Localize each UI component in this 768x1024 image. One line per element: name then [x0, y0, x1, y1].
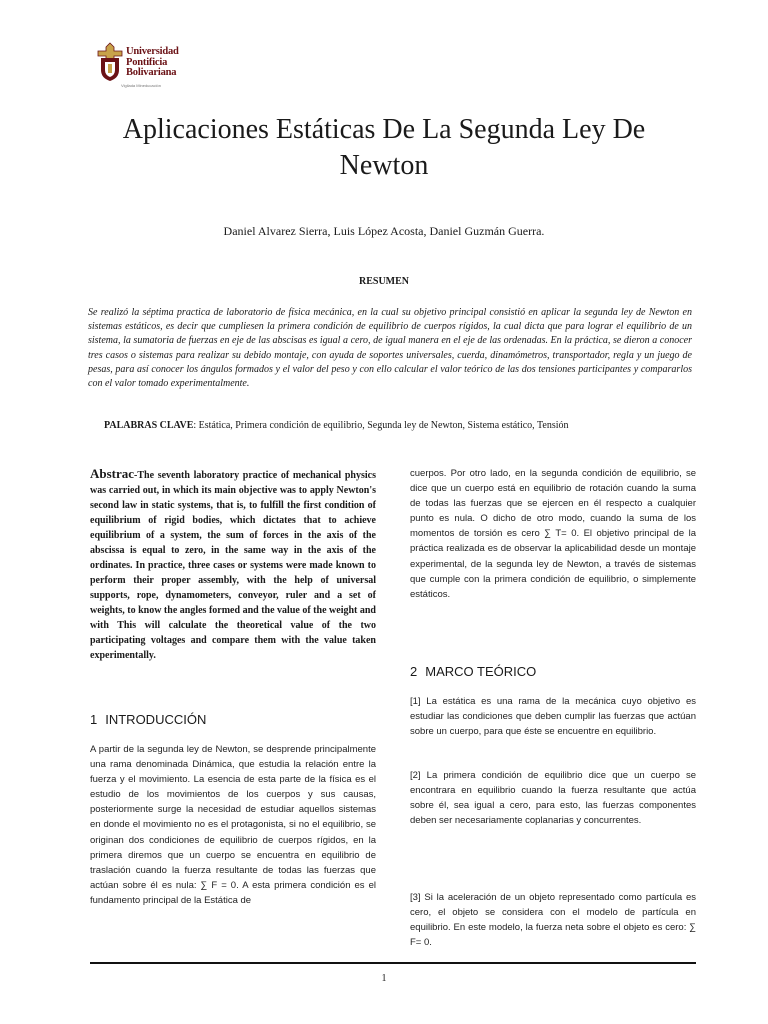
intro-paragraph-continued: cuerpos. Por otro lado, en la segunda condición de equilibrio, se dice que un cuerpo está en equilibrio de rotación cuando la suma de todas las fuerzas que se ejercen en él respecto a cualquier punto es nula. O dicho de otro modo, cuando la suma de los momentos de torsión es cero ∑ T= 0. El objetivo principal de la práctica realizada es de observar la aplicabilidad desde un montaje experimental, de la segunda ley de Newton, a través de sistemas que cumple con la primera condición de equilibrio, o simplemente estáticos. — [410, 468, 696, 600]
logo-line: Bolivariana — [126, 67, 177, 78]
logo-line: Pontificia — [126, 56, 168, 68]
university-name — [126, 47, 179, 79]
theory-paragraph: [1] La estática es una rama de la mecánica cuyo objetivo es estudiar las condiciones que deben cumplir las fuerzas que actúan sobre un cuerpo, para que éste se encuentre en equilibrio. — [410, 696, 696, 738]
section-heading-introduccion — [90, 712, 206, 727]
paper-title: Aplicaciones Estáticas De La Segunda Ley De Newton — [122, 114, 646, 181]
authors: Daniel Alvarez Sierra, Luis López Acosta, Daniel Guzmán Guerra. — [223, 224, 545, 238]
left-column — [90, 466, 376, 906]
resumen-body: Se realizó la séptima practica de laboratorio de física mecánica, en la cual su objetivo principal consistió en aplicar la segunda ley de Newton en sistemas estáticos, es decir que cumpliesen la primera condición de equilibrio de cuerpos rígidos, la cual dicta que para lograr el equilibrio de un sistema, la sumatoria de fuerzas en eje de las abscisas es igual a cero, de igual manera en el eje de las ordenadas. En la práctica, se dieron a conocer tres casos o sistemas para realizar su debido montaje, con ayuda de soportes universales, cuerda, dinamómetros, transportador, regla y un juego de pesas, para así conocer los ángulos formados y el valor del peso y con ello calcular el valor teórico de las dos tensiones participantes y compararlos con el valor tomado experimentalmente. — [88, 307, 692, 390]
keywords-text: : Estática, Primera condición de equilibrio, Segunda ley de Newton, Sistema estático, Tensión — [193, 420, 569, 431]
theory-paragraph: [2] La primera condición de equilibrio dice que un cuerpo se encontrara en equilibrio cuando la fuerza resultante que actúa sobre él, sea igual a cero, para esto, las fuerzas componentes deben ser necesariamente coplanarias y concurrentes. — [410, 770, 696, 827]
section-title: MARCO TEÓRICO — [425, 664, 537, 679]
section-number: 2 — [410, 664, 418, 679]
abstract-label: Abstrac — [90, 466, 135, 481]
abstract-text: -The seventh laboratory practice of mechanical physics was carried out, in which its main objective was to apply Newton's second law in static systems, that is, to fulfill the first condition of equilibrium of rigid bodies, which dictates that to achieve equilibrium of a system, the sum of forces in the axis of the abscissa is equal to zero, in the same way in the axis of the ordinates. In practice, three cases or systems were made known to perform their proper assembly, with the help of universal supports, rope, dynamometers, conveyor, ruler and a set of weights, to know the angles formed and the value of the weight and with This will calculate the theoretical value of the two participating voltages and compare them with the value taken experimentally. — [90, 470, 376, 661]
section-number: 1 — [90, 712, 98, 727]
keywords — [104, 420, 684, 431]
section-title: INTRODUCCIÓN — [105, 712, 207, 727]
university-shield-icon — [95, 42, 125, 82]
logo-tagline: Vigilada Mineducación — [121, 83, 161, 88]
theory-paragraph: [3] Si la aceleración de un objeto representado como partícula es cero, el objeto se considera con el modelo de partícula en equilibrio. En este modelo, la fuerza neta sobre el objeto es cero: ∑ F= 0. — [410, 892, 696, 949]
section-heading-marco-teorico — [410, 664, 536, 679]
intro-paragraph: A partir de la segunda ley de Newton, se desprende principalmente una rama denominada Dinámica, que estudia la relación entre la fuerza y el movimiento. La esencia de esta parte de la física es el estudio de los movimientos de los cuerpos y sus causas, posteriormente surge la necesidad de estudiar aquellos sistemas en donde el movimiento no es el protagonista, si no el equilibrio, se originan dos condiciones de equilibrio de cuerpos rígidos, en la primera diremos que un cuerpo se encuentra en equilibrio de traslación cuando la fuerza resultante de todas las fuerzas que actúan sobre él es nula: ∑ F = 0. A esta primera condición es el fundamento principal de la Estática de — [90, 744, 376, 906]
resumen-heading: RESUMEN — [358, 276, 409, 287]
university-logo — [95, 42, 205, 92]
footer-divider — [90, 962, 696, 964]
page-number: 1 — [381, 973, 387, 984]
english-abstract — [90, 466, 376, 663]
logo-line: Universidad — [126, 46, 179, 57]
keywords-label: PALABRAS CLAVE — [104, 420, 194, 431]
